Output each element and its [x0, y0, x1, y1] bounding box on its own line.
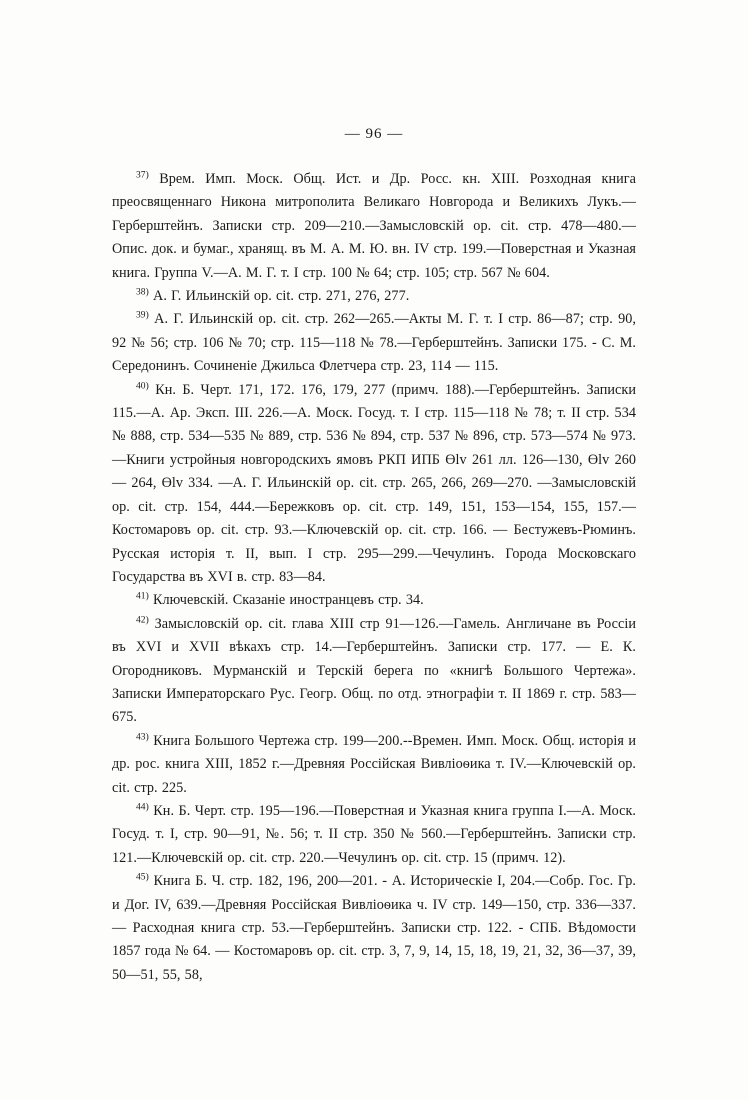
footnote-marker-38: 38)	[136, 287, 149, 298]
footnote-text-39: А. Г. Ильинскiй op. cit. стр. 262—265.—Акты М. Г. т. I стр. 86—87; стр. 90, 92 № 56; стр. 106 № 70; стр. 115—118 № 78.—Герберштейнъ. Записки 175. - С. М. Середонинъ. Сочиненiе Джильса Флетчера стр. 23, 114 — 115.	[112, 311, 637, 375]
footnote-38	[112, 285, 636, 308]
footnotes-column	[112, 168, 636, 987]
footnote-text-42: Замысловскiй op. cit. глава XIII стр 91—126.—Гамель. Англичане въ Россiи въ XVI и XVII вѣкахъ стр. 14.—Герберштейнъ. Записки стр. 177. — Е. К. Огородниковъ. Мурманскiй и Терскiй берега по «книгѣ Большого Чертежа». Записки Императорскаго Рус. Геогр. Общ. по отд. этнографiи т. II 1869 г. стр. 583—675.	[112, 615, 636, 726]
footnote-marker-41: 41)	[136, 591, 149, 602]
footnote-text-41: Ключевскiй. Сказанiе иностранцевъ стр. 34.	[153, 592, 424, 609]
footnote-44	[112, 800, 636, 870]
footnote-marker-37: 37)	[136, 170, 149, 181]
footnote-41	[112, 589, 636, 612]
footnote-text-40: Кн. Б. Черт. 171, 172. 176, 179, 277 (примч. 188).—Герберштейнъ. Записки 115.—А. Ар. Эксп. III. 226.—А. Моск. Госуд. т. I стр. 115—118 № 78; т. II стр. 534 № 888, стр. 534—535 № 889, стр. 536 № 894, стр. 537 № 896, стр. 573—574 № 973.—Книги устройныя новгородскихъ ямовъ РКП ИПБ Өlv 261 лл. 126—130, Өlv 260 — 264, Өlv 334. —А. Г. Ильинскiй op. cit. стр. 265, 266, 269—270. —Замысловскiй op. cit. стр. 154, 444.—Бережковъ op. cit. стр. 149, 151, 153—154, 155, 157.—Костомаровъ op. cit. стр. 93.—Ключевскiй op. cit. стр. 166. — Бестужевъ-Рюминъ. Русская исторiя т. II, вып. I стр. 295—299.—Чечулинъ. Города Московскаго Государства въ XVI в. стр. 83—84.	[112, 381, 636, 585]
footnote-marker-39: 39)	[136, 310, 149, 321]
footnote-37	[112, 168, 636, 285]
footnote-marker-44: 44)	[136, 802, 149, 813]
footnote-text-45: Книга Б. Ч. стр. 182, 196, 200—201. - А. Историческiе I, 204.—Собр. Гос. Гр. и Дог. IV, 639.—Древняя Россiйская Вивлiоѳика ч. IV стр. 149—150, стр. 336—337. — Расходная книга стр. 53.—Герберштейнъ. Записки стр. 122. - СПБ. Вѣдомости 1857 года № 64. — Костомаровъ op. cit. стр. 3, 7, 9, 14, 15, 18, 19, 21, 32, 36—37, 39, 50—51, 55, 58,	[112, 873, 636, 983]
footnote-45	[112, 870, 636, 987]
footnote-text-38: А. Г. Ильинскiй op. cit. стр. 271, 276, 277.	[153, 288, 410, 305]
footnote-marker-43: 43)	[136, 732, 149, 743]
page-number: — 96 —	[344, 126, 404, 142]
footnote-43	[112, 730, 636, 800]
footnote-marker-40: 40)	[136, 380, 149, 391]
footnote-text-37: Врем. Имп. Моск. Общ. Ист. и Др. Росс. кн. XIII. Розходная книга преосвященнаго Никона митрополита Великаго Новгорода и Великихъ Лукъ.—Герберштейнъ. Записки стр. 209—210.—Замысловскiй op. cit. стр. 478—480.— Опис. док. и бумаг., хранящ. въ М. А. М. Ю. вн. IV стр. 199.—Поверстная и Указная книга. Группа V.—А. М. Г. т. I стр. 100 № 64; стр. 105; стр. 567 № 604.	[112, 171, 636, 281]
footnote-text-43: Книга Большого Чертежа стр. 199—200.--Времен. Имп. Моск. Общ. исторiя и др. рос. книга XIII, 1852 г.—Древняя Россiйская Вивлiоѳика т. IV.—Ключевскiй op. cit. стр. 225.	[112, 732, 636, 796]
footnote-marker-42: 42)	[136, 614, 149, 625]
footnote-text-44: Кн. Б. Черт. стр. 195—196.—Поверстная и Указная книга группа I.—А. Моск. Госуд. т. I, стр. 90—91, №. 56; т. II стр. 350 № 560.—Герберштейнъ. Записки стр. 121.—Ключевскiй op. cit. стр. 220.—Чечулинъ op. cit. стр. 15 (примч. 12).	[112, 802, 636, 866]
footnote-marker-45: 45)	[136, 872, 149, 883]
footnote-40	[112, 379, 636, 590]
footnote-39	[112, 308, 636, 378]
footnote-42	[112, 613, 636, 730]
